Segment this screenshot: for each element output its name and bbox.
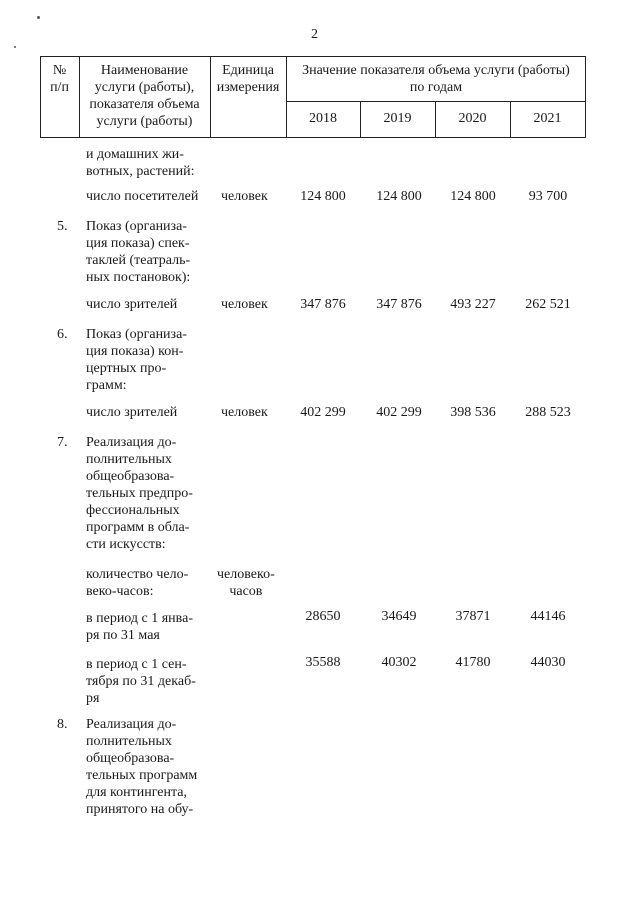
header-name-column: Наименование услуги (работы), показателя объема услуги (работы) — [89, 63, 200, 129]
row-name: число зрителей — [86, 405, 178, 420]
header-unit-column: Единица измерения — [216, 63, 280, 95]
value-2019: 347 876 — [376, 297, 422, 312]
value-2018: 35588 — [305, 655, 341, 670]
value-2020: 398 536 — [450, 405, 496, 420]
row-name: число посетителей — [86, 189, 199, 204]
header-value-group: Значение показателя объема услуги (работы) по годам — [302, 63, 570, 95]
page-number: 2 — [311, 27, 318, 42]
row-number: 6. — [57, 327, 68, 342]
value-2021: 288 523 — [525, 405, 571, 420]
row-name: количество чело- веко-часов: — [86, 567, 189, 599]
value-2018: 402 299 — [300, 405, 346, 420]
value-2020: 124 800 — [450, 189, 496, 204]
row-unit: человек — [221, 189, 268, 204]
value-2021: 44146 — [530, 609, 566, 624]
header-year-2018: 2018 — [309, 111, 337, 126]
row-name: Реализация до- полнительных общеобразова- тельных предпро- фессиональных программ в обла- сти искусств: — [86, 435, 193, 552]
header-year-2019: 2019 — [383, 111, 412, 126]
value-2019: 40302 — [381, 655, 417, 670]
value-2018: 28650 — [305, 609, 341, 624]
header-year-2020: 2020 — [458, 111, 487, 126]
value-2021: 93 700 — [528, 189, 568, 204]
row-unit: человеко- часов — [217, 567, 275, 599]
value-2021: 262 521 — [525, 297, 571, 312]
value-2018: 347 876 — [300, 297, 346, 312]
row-name: число зрителей — [86, 297, 178, 312]
row-unit: человек — [221, 297, 268, 312]
header-number-column: № п/п — [50, 63, 69, 95]
row-number: 7. — [57, 435, 68, 450]
row-unit: человек — [221, 405, 268, 420]
value-2021: 44030 — [530, 655, 566, 670]
row-name: Показ (организа- ция показа) спек- таклей (театраль- ных постановок): — [86, 219, 191, 285]
row-number: 8. — [57, 717, 68, 732]
row-name: в период с 1 янва- ря по 31 мая — [86, 611, 193, 643]
value-2018: 124 800 — [300, 189, 346, 204]
value-2020: 37871 — [455, 609, 491, 624]
row-name: и домашних жи- вотных, растений: — [86, 147, 195, 179]
value-2019: 124 800 — [376, 189, 422, 204]
row-name: Показ (организа- ция показа) кон- цертных про- грамм: — [86, 327, 187, 393]
value-2020: 493 227 — [450, 297, 496, 312]
value-2020: 41780 — [455, 655, 491, 670]
row-name: Реализация до- полнительных общеобразова- тельных программ для контингента, принятого на обу- — [86, 717, 198, 817]
header-year-2021: 2021 — [533, 111, 562, 126]
value-2019: 34649 — [381, 609, 417, 624]
value-2019: 402 299 — [376, 405, 422, 420]
row-number: 5. — [57, 219, 68, 234]
row-name: в период с 1 сен- тября по 31 декаб- ря — [86, 657, 196, 706]
